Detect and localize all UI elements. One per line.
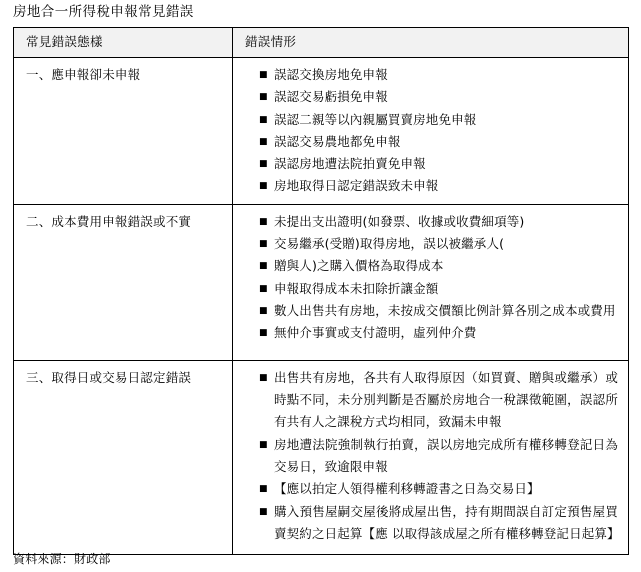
square-bullet-icon: ■ (259, 136, 268, 147)
list-item-text: 購入預售屋嗣交屋後將成屋出售，持有期間誤自訂定預售屋買賣契約之日起算【應 以取得該成屋之所有權移轉登記日起算】 (274, 503, 620, 541)
square-bullet-icon: ■ (259, 239, 268, 250)
list-item-text: 數人出售共有房地，未按成交價額比例計算各別之成本或費用 (274, 302, 616, 318)
category-cell (14, 360, 233, 554)
page-title: 房地合一所得稅申報常見錯誤 (13, 4, 194, 20)
list-item-text: 誤認房地遭法院拍賣免申報 (274, 156, 426, 172)
error-item-list (233, 205, 628, 351)
list-item-text: 無仲介事實或支付證明，虛列仲介費 (274, 325, 477, 341)
square-bullet-icon: ■ (259, 439, 268, 450)
list-item-text: 房地遭法院強制執行拍賣，誤以房地完成所有權移轉登記日為交易日，致逾限申報 (274, 436, 618, 474)
square-bullet-icon: ■ (259, 70, 268, 80)
table-row (14, 204, 629, 360)
square-bullet-icon: ■ (259, 159, 268, 170)
source-note: 資料來源：財政部 (13, 552, 111, 566)
header-label-category: 常見錯誤態樣 (26, 34, 103, 49)
square-bullet-icon: ■ (259, 92, 268, 103)
square-bullet-icon: ■ (259, 506, 268, 517)
square-bullet-icon: ■ (259, 216, 268, 227)
list-item (259, 501, 618, 546)
list-item (259, 367, 618, 434)
list-item (259, 131, 618, 153)
list-item (259, 175, 618, 197)
square-bullet-icon: ■ (259, 114, 268, 125)
list-item (259, 434, 618, 479)
list-item (259, 478, 618, 500)
category-cell (14, 58, 233, 205)
detail-cell (233, 58, 629, 205)
header-label-detail: 錯誤情形 (245, 34, 297, 49)
table-row (14, 360, 629, 554)
list-item-text: 誤認交易農地都免申報 (274, 133, 401, 149)
list-item (259, 233, 618, 255)
table-row (14, 58, 629, 205)
list-item-text: 【應以拍定人領得權利移轉證書之日為交易日】 (274, 481, 540, 497)
list-item (259, 153, 618, 175)
list-item (259, 278, 618, 300)
category-label: 三、取得日或交易日認定錯誤 (26, 369, 192, 385)
list-item (259, 109, 618, 131)
list-item-text: 贈與人)之購入價格為取得成本 (274, 258, 444, 274)
square-bullet-icon: ■ (259, 484, 268, 495)
list-item (259, 322, 618, 344)
list-item-text: 房地取得日認定錯誤致未申報 (274, 178, 439, 194)
error-item-list (233, 361, 628, 551)
list-item (259, 86, 618, 108)
square-bullet-icon: ■ (259, 261, 268, 272)
detail-cell (233, 360, 629, 554)
list-item-text: 申報取得成本未扣除折讓金額 (274, 280, 439, 296)
square-bullet-icon: ■ (259, 283, 268, 294)
list-item (259, 255, 618, 277)
category-label: 一、應申報卻未申報 (26, 67, 141, 82)
square-bullet-icon: ■ (259, 372, 268, 383)
square-bullet-icon: ■ (259, 181, 268, 192)
list-item-text: 誤認交易虧損免申報 (274, 89, 388, 105)
table-header-row (14, 28, 629, 58)
list-item-text: 誤認二親等以內親屬買賣房地免申報 (274, 111, 477, 127)
error-item-list (233, 58, 628, 204)
list-item-text: 誤認交換房地免申報 (274, 67, 388, 82)
common-errors-table (13, 27, 629, 555)
square-bullet-icon: ■ (259, 328, 268, 339)
list-item (259, 300, 618, 322)
category-label: 二、成本費用申報錯誤或不實 (26, 213, 192, 229)
list-item-text: 交易繼承(受贈)取得房地，誤以被繼承人( (274, 236, 505, 252)
category-cell (14, 204, 233, 360)
list-item (259, 64, 618, 86)
list-item (259, 211, 618, 233)
square-bullet-icon: ■ (259, 305, 268, 316)
header-cell-detail (233, 28, 629, 58)
detail-cell (233, 204, 629, 360)
header-cell-category (14, 28, 233, 58)
list-item-text: 出售共有房地，各共有人取得原因（如買賣、贈與或繼承）或時點不同，未分別判斷是否屬於房地合一稅課徵範圍，誤認所有共有人之課稅方式均相同，致漏未申報 (274, 369, 618, 430)
list-item-text: 未提出支出證明(如發票、收據或收費細項等) (274, 213, 525, 229)
